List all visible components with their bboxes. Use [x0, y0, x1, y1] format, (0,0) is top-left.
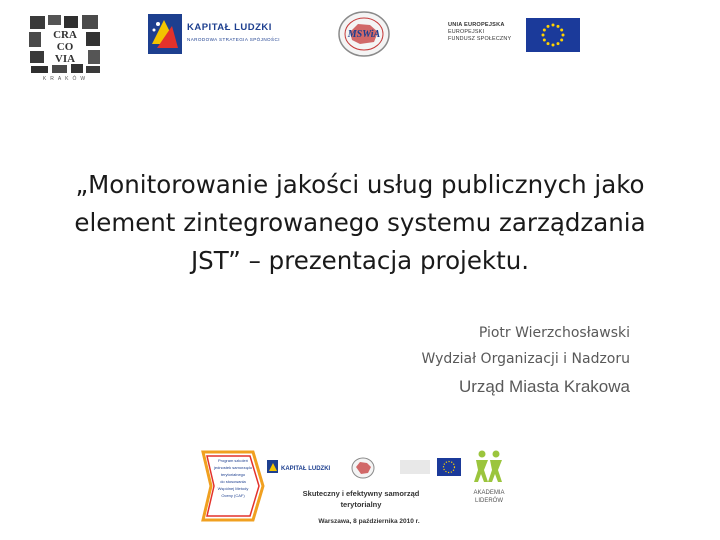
program-line-5: Wspólnej Metody [217, 486, 249, 491]
kapital-ludzki-emblem-icon [148, 14, 182, 54]
program-line-4: do stosowania [220, 479, 246, 484]
akademia-line-2: LIDERÓW [474, 498, 504, 504]
title-line-1: „Monitorowanie jakości usług publicznych jako [75, 170, 645, 199]
eu-star-icon [543, 29, 546, 32]
bottom-banner [195, 446, 515, 528]
ue-line2: EUROPEJSKI [448, 29, 485, 35]
kapital-ludzki-subtitle: NARODOWA STRATEGIA SPÓJNOŚCI [187, 37, 280, 42]
cracovia-letters-1: CRA [53, 29, 77, 41]
banner-date: Warszawa, 8 października 2010 r. [318, 518, 420, 525]
program-line-3: terytorialnego [220, 472, 246, 477]
eu-star-icon [552, 24, 555, 27]
eu-star-icon [542, 34, 545, 37]
small-eu-flag-icon [437, 458, 461, 476]
cracovia-letters-3: VIA [54, 53, 76, 65]
akademia-line-1: AKADEMIA [473, 490, 505, 496]
eu-star-icon [543, 39, 546, 42]
eu-star-icon [562, 34, 565, 37]
author-department: Wydział Organizacji i Nadzoru [421, 351, 630, 367]
akademia-figures-icon [474, 451, 502, 483]
kapital-ludzki-logo [148, 14, 293, 54]
mswia-text: MSWiA [347, 29, 381, 40]
unia-europejska-logo [444, 18, 584, 52]
author-name: Piotr Wierzchosławski [478, 325, 630, 341]
eu-star-icon [560, 29, 563, 32]
title-line-3: JST” – prezentacja projektu. [190, 246, 530, 275]
small-ue-text-icon [400, 460, 430, 474]
banner-heading-line-2: terytorialny [340, 500, 382, 509]
eu-star-icon [560, 39, 563, 42]
cracovia-caption: KRAKÓW [42, 76, 90, 82]
eu-star-icon [552, 44, 555, 47]
slide-title [40, 166, 680, 280]
eu-star-icon [547, 25, 550, 28]
cracovia-letters-2: CO [56, 41, 74, 53]
eu-star-icon [557, 25, 560, 28]
author-organization: Urząd Miasta Krakowa [458, 377, 630, 396]
small-kl-title: KAPITAŁ LUDZKI [281, 466, 331, 472]
eu-star-icon [547, 42, 550, 45]
program-line-6: Oceny (CAF) [221, 493, 245, 498]
eu-flag-icon [526, 18, 580, 52]
program-line-2: jednostek samorządu [213, 465, 253, 470]
banner-heading-line-1: Skuteczny i efektywny samorząd [302, 489, 420, 498]
ue-line3: FUNDUSZ SPOŁECZNY [448, 36, 512, 42]
mswia-logo [336, 10, 392, 58]
program-line-1: Program szkoleń [217, 458, 249, 463]
akademia-liderow-logo [472, 448, 506, 510]
cracovia-krakow-logo [28, 14, 104, 82]
title-line-2: element zintegrowanego systemu zarządzania [74, 208, 646, 237]
ue-line1: UNIA EUROPEJSKA [448, 22, 505, 28]
kapital-ludzki-title: KAPITAŁ LUDZKI [187, 22, 272, 33]
eu-star-icon [557, 42, 560, 45]
